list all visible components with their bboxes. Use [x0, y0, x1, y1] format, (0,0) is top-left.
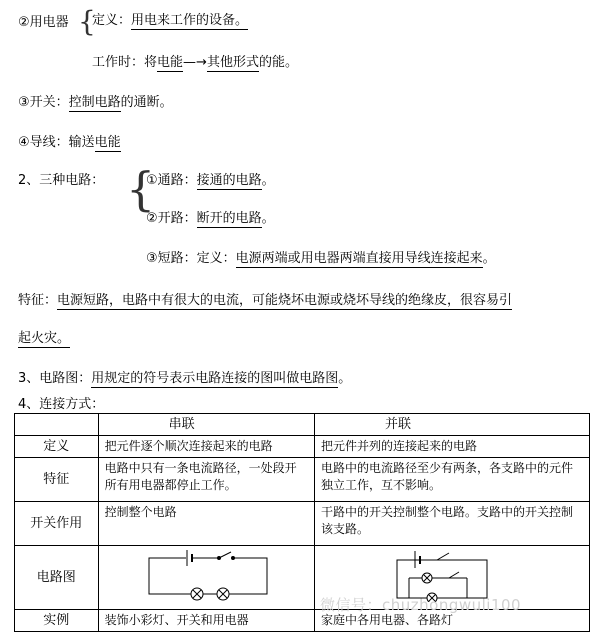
wire-end: 电能	[94, 135, 121, 150]
wire-text: 输送	[68, 135, 95, 150]
appliance-work	[92, 54, 298, 72]
closed-end: 。	[261, 173, 275, 188]
open-circuit	[146, 210, 275, 228]
row-series: 控制整个电路	[98, 502, 314, 546]
series-switch-contact	[231, 557, 234, 560]
table-row	[15, 436, 590, 458]
appliance-work-arrow: —→	[183, 55, 207, 70]
row-name: 特征	[15, 458, 99, 502]
short-end: 。	[482, 251, 496, 266]
row-parallel: 干路中的开关控制整个电路。支路中的开关控制该支路。	[315, 502, 590, 546]
series-circuit-loop	[149, 558, 267, 594]
switch-label: ③开关：	[18, 95, 69, 110]
row-series: 装饰小彩灯、开关和用电器	[98, 610, 314, 632]
short-label: ③短路：定义：	[146, 251, 236, 266]
short-circuit	[146, 250, 496, 268]
closed-label: ①通路：	[146, 173, 197, 188]
header-series: 串联	[98, 414, 314, 436]
switch-end: 的通断。	[120, 95, 173, 110]
row-parallel: 电路中的电流路径至少有两条，各支路中的元件独立工作，互不影响。	[315, 458, 590, 502]
row-name: 开关作用	[15, 502, 99, 546]
header-parallel: 并联	[315, 414, 590, 436]
closed-circuit	[146, 172, 275, 190]
closed-text: 接通的电路	[196, 173, 262, 188]
row-name: 电路图	[15, 546, 99, 610]
short-text: 电源两端或用电器两端直接用导线连接起来	[235, 251, 483, 266]
parallel-main-switch	[437, 553, 449, 560]
open-label: ②开路：	[146, 211, 197, 226]
parallel-circuit-loop	[397, 560, 487, 598]
wire-line	[18, 134, 121, 152]
series-lamp-1	[191, 588, 203, 600]
circuits-label: 2、三种电路：	[18, 173, 105, 188]
series-diagram-cell	[98, 546, 314, 610]
wire-label: ④导线：	[18, 135, 69, 150]
diagram-label: 3、电路图：	[18, 371, 92, 386]
diagram-text: 用规定的符号表示电路连接的图叫做电路图	[91, 371, 339, 386]
table-header-row	[15, 414, 590, 436]
appliance-work-from: 电能	[157, 55, 184, 70]
series-switch-pivot	[217, 557, 220, 560]
open-text: 断开的电路	[196, 211, 262, 226]
appliance-def-text: 用电来工作的设备。	[131, 13, 249, 28]
parallel-lamp-1	[422, 573, 432, 583]
appliance-label: ②用电器	[18, 15, 69, 30]
diagram-end: 。	[338, 371, 352, 386]
feature-line-1	[18, 292, 512, 310]
row-parallel: 把元件并列的连接起来的电路	[315, 436, 590, 458]
feature-label: 特征：	[18, 293, 58, 308]
row-series: 把元件逐个顺次连接起来的电路	[98, 436, 314, 458]
appliance-definition	[92, 12, 248, 30]
feature-text-2: 起火灾。	[18, 331, 71, 346]
connection-label: 4、连接方式：	[18, 397, 105, 412]
diagram-line	[18, 370, 351, 388]
header-corner	[15, 414, 99, 436]
open-end: 。	[261, 211, 275, 226]
appliance-work-to: 其他形式	[206, 55, 259, 70]
appliance-work-label: 工作时：将	[92, 55, 158, 70]
row-name: 定义	[15, 436, 99, 458]
table-row	[15, 458, 590, 502]
appliance-def-label: 定义：	[92, 13, 132, 28]
row-series: 电路中只有一条电流路径，一处段开所有用电器都停止工作。	[98, 458, 314, 502]
parallel-branch-switch	[449, 572, 459, 578]
feature-line-2	[18, 330, 70, 348]
series-lamp-2	[217, 588, 229, 600]
feature-text-1: 电源短路，电路中有很大的电流，可能烧坏电源或烧坏导线的绝缘皮，很容易引	[57, 293, 513, 308]
brace-circuits: {	[126, 162, 156, 216]
series-circuit-diagram	[101, 548, 311, 602]
switch-line	[18, 94, 173, 112]
row-name: 实例	[15, 610, 99, 632]
appliance-work-end: 的能。	[258, 55, 298, 70]
switch-text: 控制电路	[68, 95, 121, 110]
brace-appliance: {	[78, 5, 96, 38]
row-parallel: 家庭中各用电器、各路灯	[315, 610, 590, 632]
watermark: 微信号：chuzhongwuli100	[320, 596, 522, 614]
table-row	[15, 502, 590, 546]
